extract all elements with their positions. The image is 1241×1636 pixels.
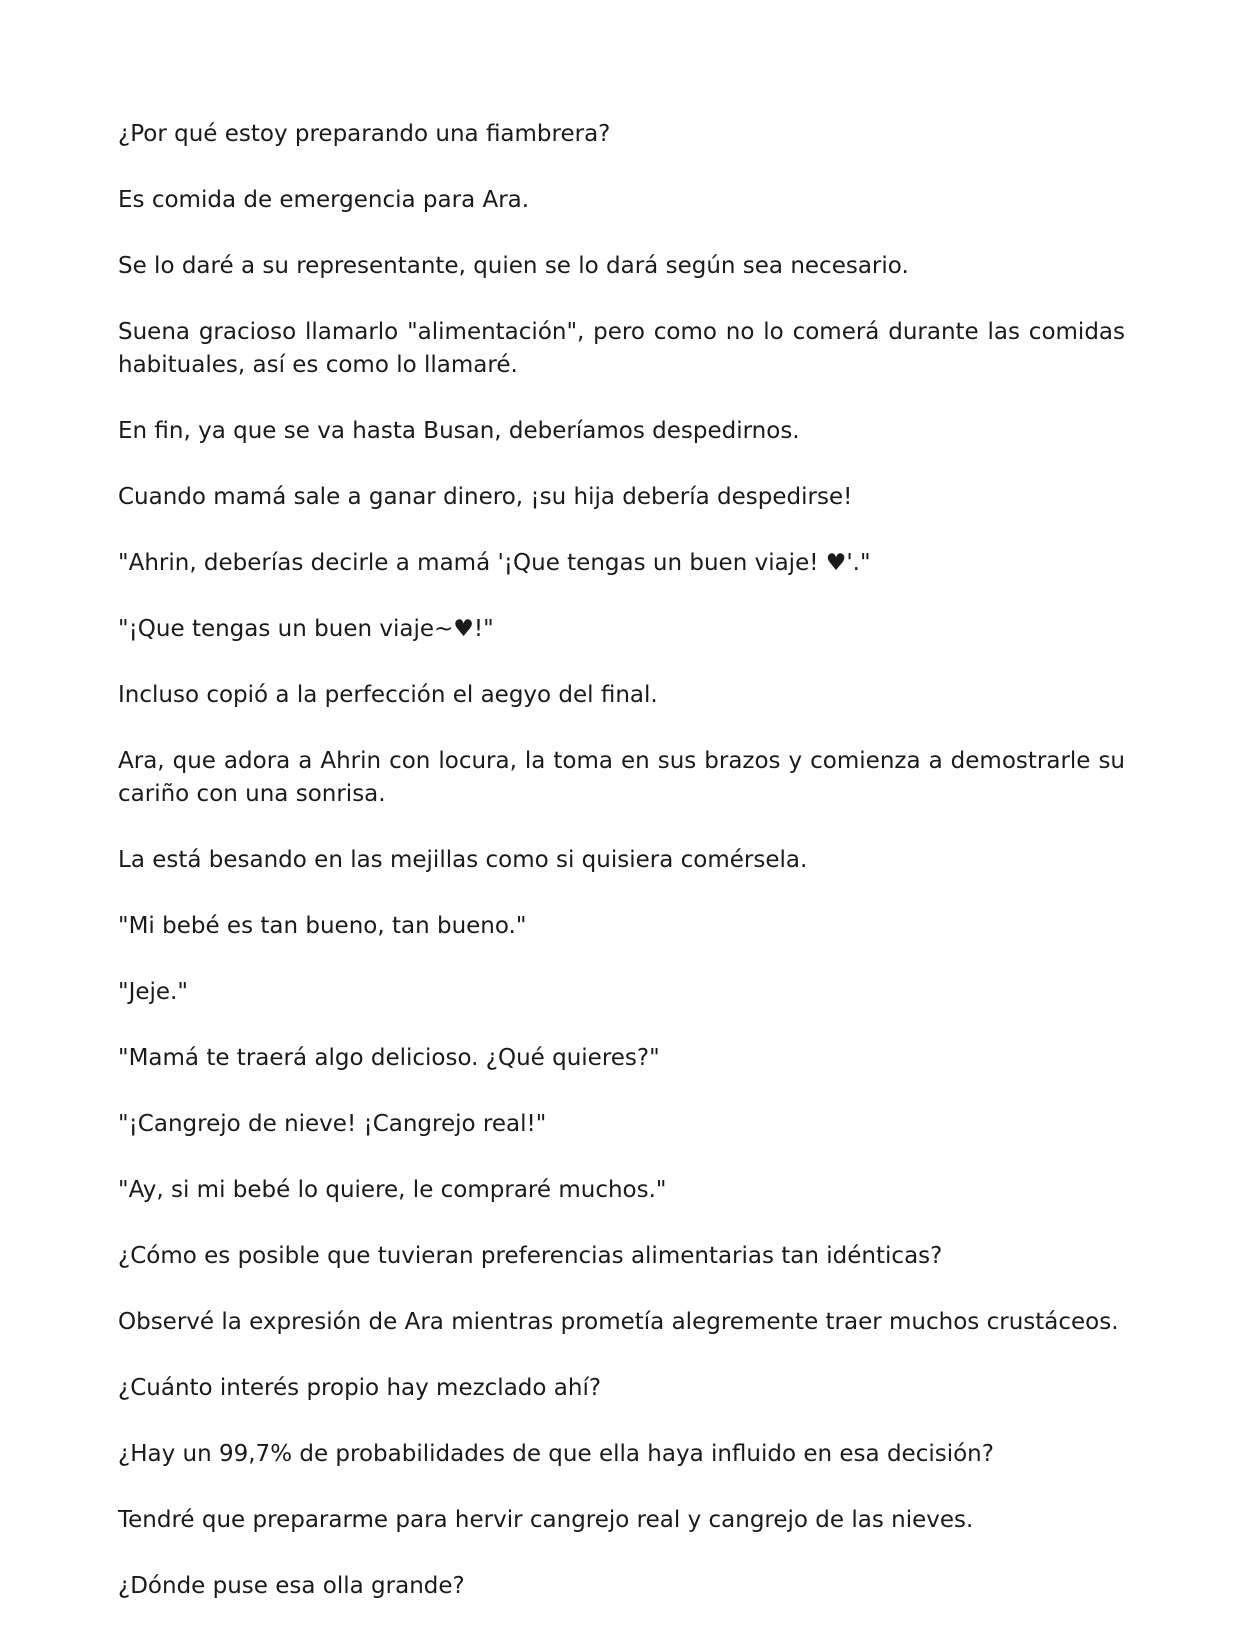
paragraph: "Mamá te traerá algo delicioso. ¿Qué quieres?" xyxy=(118,1045,660,1071)
paragraph: ¿Hay un 99,7% de probabilidades de que ella haya influido en esa decisión? xyxy=(118,1441,994,1467)
paragraph: Incluso copió a la perfección el aegyo del final. xyxy=(118,682,658,708)
paragraph: ¿Cómo es posible que tuvieran preferencias alimentarias tan idénticas? xyxy=(118,1243,943,1269)
paragraph: Suena gracioso llamarlo "alimentación", pero como no lo comerá durante las comidas habituales, así es como lo llamaré. xyxy=(118,319,1125,378)
paragraph: ¿Cuánto interés propio hay mezclado ahí? xyxy=(118,1375,602,1401)
paragraph: "¡Que tengas un buen viaje~♥!" xyxy=(118,616,494,642)
paragraph: Es comida de emergencia para Ara. xyxy=(118,187,530,213)
paragraph: "¡Cangrejo de nieve! ¡Cangrejo real!" xyxy=(118,1111,547,1137)
paragraph: La está besando en las mejillas como si quisiera comérsela. xyxy=(118,847,808,873)
paragraph: "Jeje." xyxy=(118,979,188,1005)
paragraph: ¿Por qué estoy preparando una fiambrera? xyxy=(118,121,611,147)
paragraph: En fin, ya que se va hasta Busan, deberíamos despedirnos. xyxy=(118,418,800,444)
paragraph: Se lo daré a su representante, quien se lo dará según sea necesario. xyxy=(118,253,909,279)
paragraph: "Ay, si mi bebé lo quiere, le compraré muchos." xyxy=(118,1177,667,1203)
paragraph: Ara, que adora a Ahrin con locura, la toma en sus brazos y comienza a demostrarle su cariño con una sonrisa. xyxy=(118,748,1125,807)
paragraph: ¿Dónde puse esa olla grande? xyxy=(118,1573,465,1599)
paragraph: Tendré que prepararme para hervir cangrejo real y cangrejo de las nieves. xyxy=(118,1507,974,1533)
paragraph: "Mi bebé es tan bueno, tan bueno." xyxy=(118,913,527,939)
paragraph: Observé la expresión de Ara mientras prometía alegremente traer muchos crustáceos. xyxy=(118,1309,1119,1335)
body-text xyxy=(118,118,1125,1636)
paragraph: "Ahrin, deberías decirle a mamá '¡Que tengas un buen viaje! ♥'." xyxy=(118,550,871,576)
paragraph: Cuando mamá sale a ganar dinero, ¡su hija debería despedirse! xyxy=(118,484,853,510)
